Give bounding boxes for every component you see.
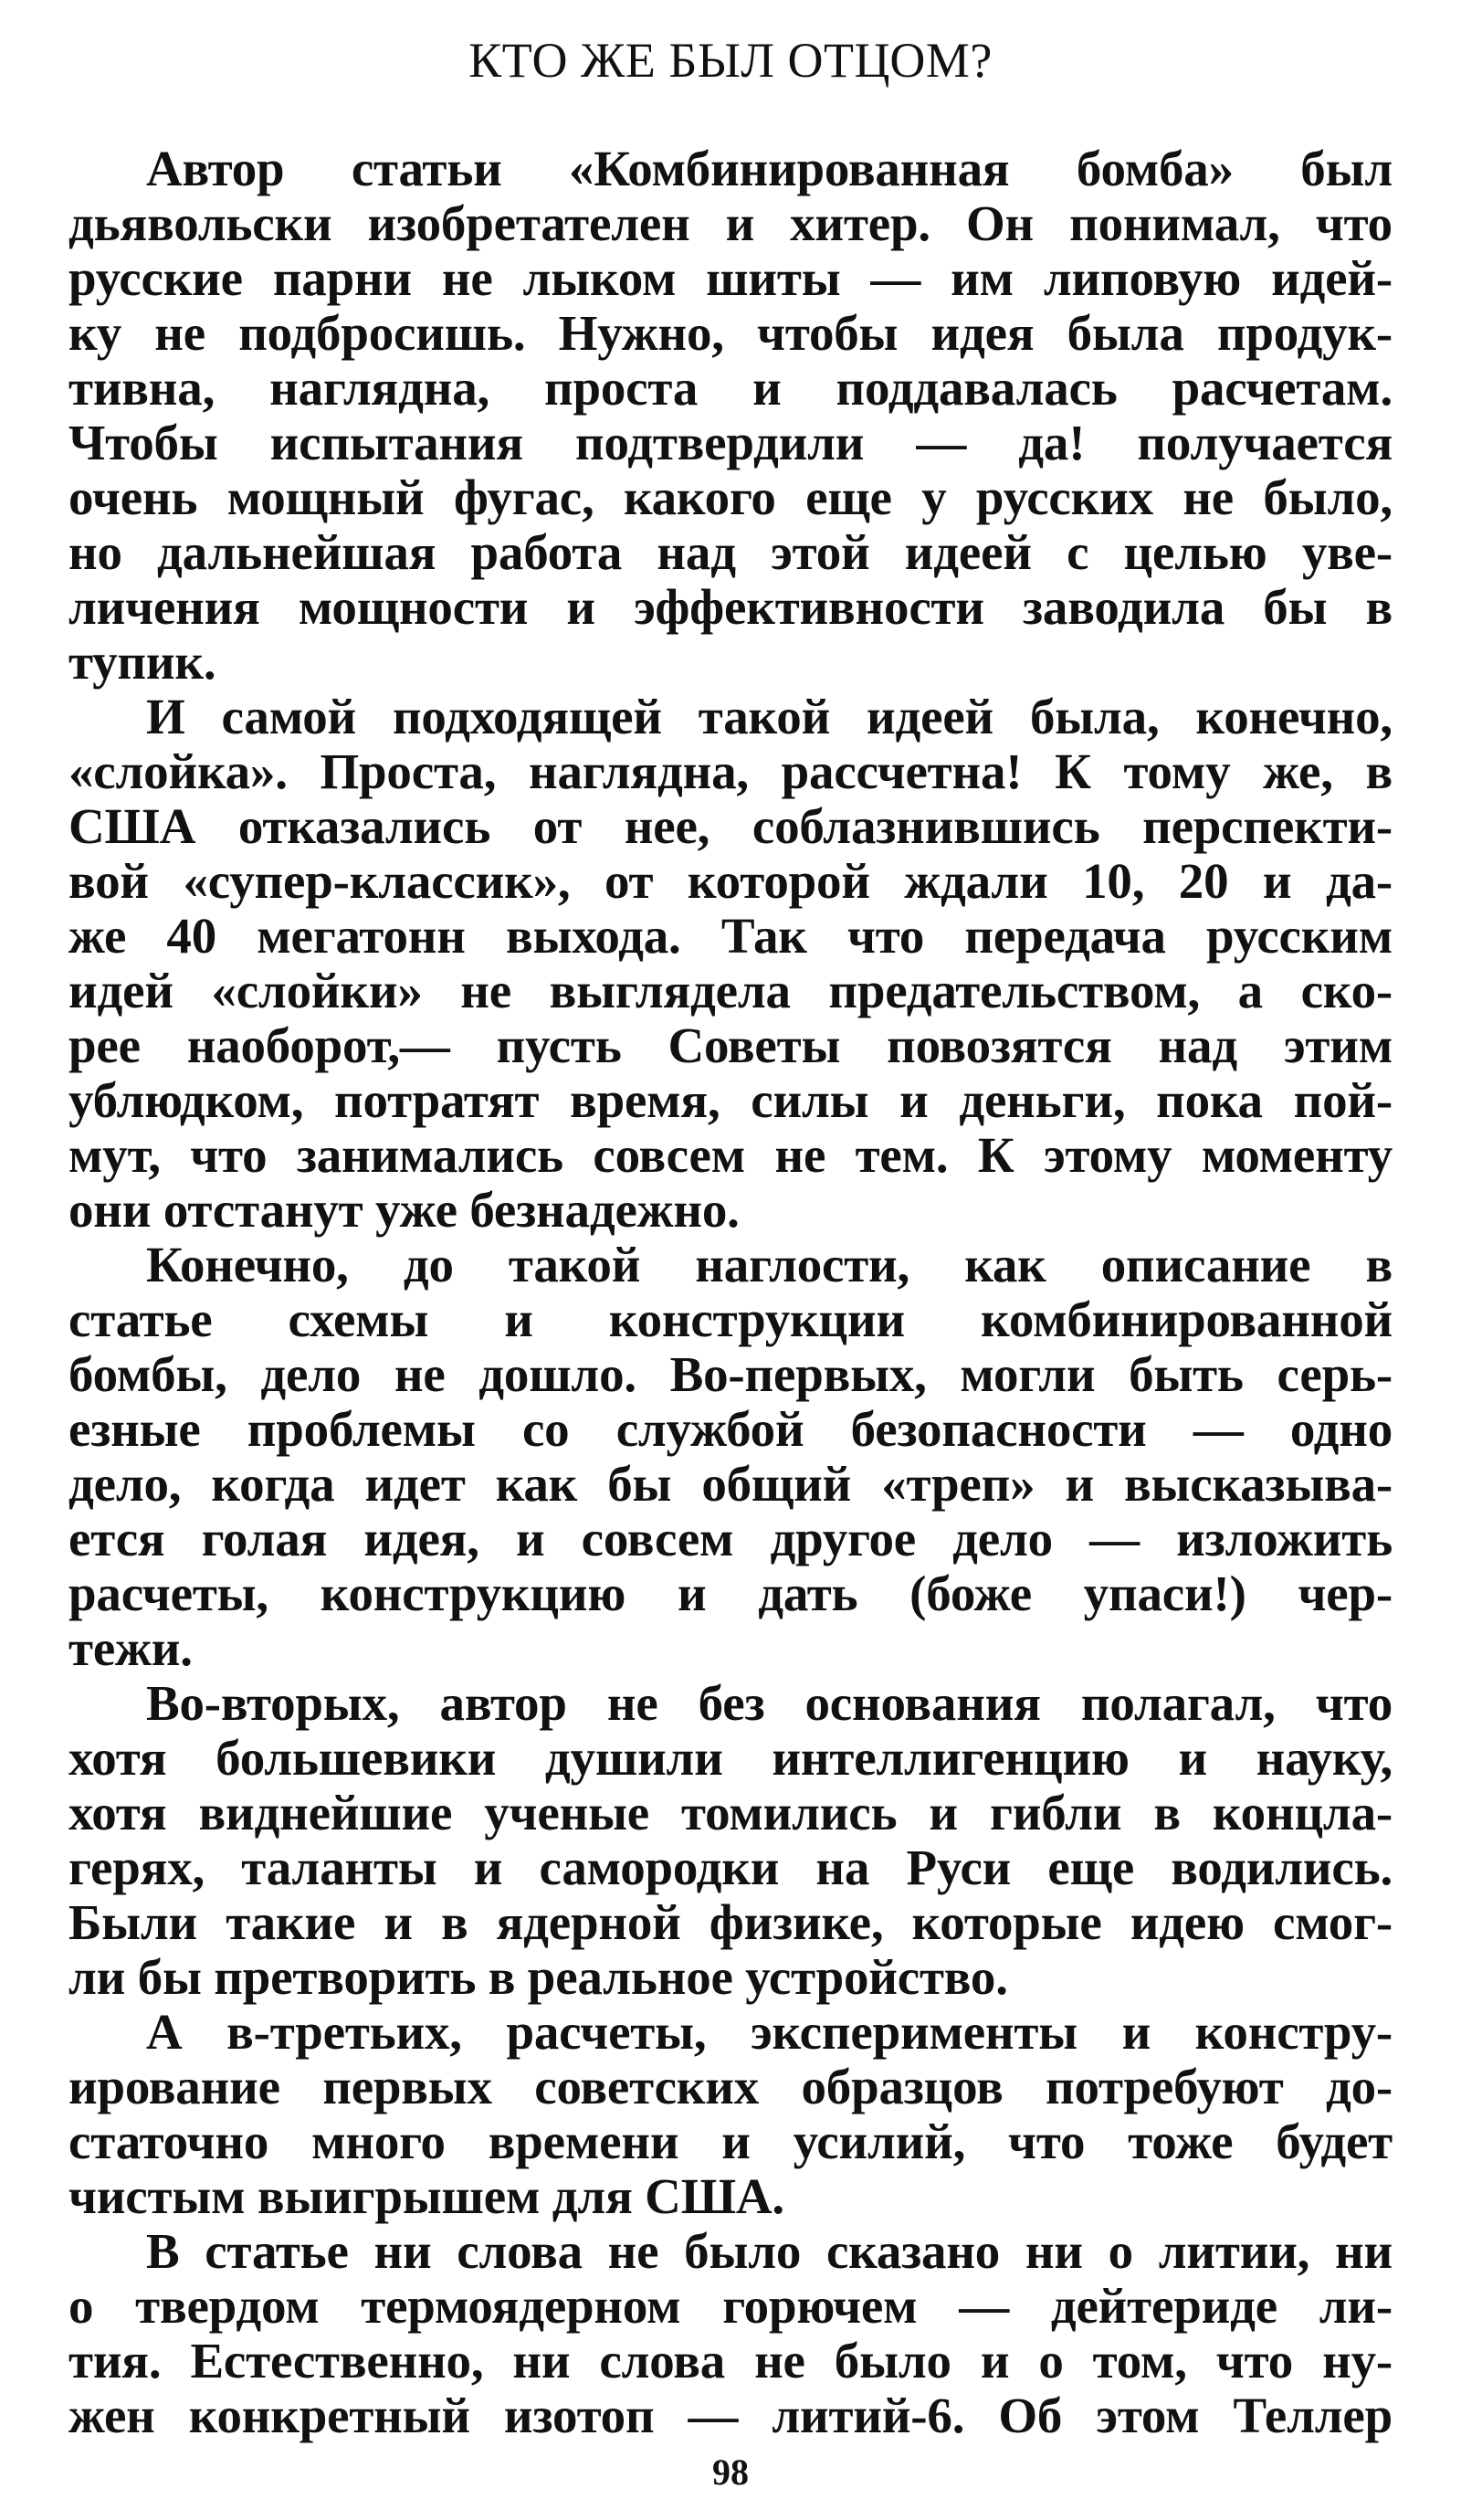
text-line: вой «супер-классик», от которой ждали 10, 20 и да- — [68, 853, 1393, 909]
text-line: ублюдком, потратят время, силы и деньги, пока пой- — [68, 1072, 1393, 1128]
text-line: хотя большевики душили интеллигенцию и науку, — [68, 1730, 1393, 1786]
text-line: Конечно, до такой наглости, как описание в — [146, 1237, 1393, 1292]
text-line: они отстанут уже безнадежно. — [68, 1182, 740, 1238]
text-line: мут, что занимались совсем не тем. К этому моменту — [68, 1127, 1393, 1183]
text-line: тежи. — [68, 1620, 193, 1676]
text-line: ирование первых советских образцов потребуют до- — [68, 2059, 1393, 2114]
page-number: 98 — [712, 2451, 749, 2493]
text-line: же 40 мегатонн выхода. Так что передача русским — [68, 908, 1393, 964]
text-line: очень мощный фугас, какого еще у русских не было, — [68, 469, 1393, 525]
text-line: жен конкретный изотоп — литий-6. Об этом Теллер — [68, 2388, 1393, 2443]
text-line: В статье ни слова не было сказано ни о литии, ни — [146, 2223, 1393, 2279]
text-line: ется голая идея, и совсем другое дело — изложить — [68, 1511, 1393, 1566]
text-line: идей «слойки» не выглядела предательством, а ско- — [68, 963, 1393, 1018]
text-line: дело, когда идет как бы общий «треп» и высказыва- — [68, 1456, 1393, 1512]
text-line: тупик. — [68, 634, 216, 690]
text-line: дьявольски изобретателен и хитер. Он понимал, что — [68, 195, 1393, 251]
text-line: ку не подбросишь. Нужно, чтобы идея была продук- — [68, 305, 1393, 361]
text-line: Чтобы испытания подтвердили — да! получается — [68, 415, 1393, 470]
text-line: «слойка». Проста, наглядна, рассчетна! К тому же, в — [68, 743, 1393, 799]
text-line: о твердом термоядерном горючем — дейтериде ли- — [68, 2278, 1393, 2334]
chapter-title: КТО ЖЕ БЫЛ ОТЦОМ? — [468, 33, 993, 88]
text-line: Автор статьи «Комбинированная бомба» был — [146, 141, 1393, 196]
text-line: хотя виднейшие ученые томились и гибли в концла- — [68, 1785, 1393, 1840]
text-line: Во-вторых, автор не без основания полагал, что — [146, 1675, 1393, 1731]
text-line: чистым выигрышем для США. — [68, 2168, 784, 2224]
text-line: Были такие и в ядерной физике, которые идею смог- — [68, 1894, 1393, 1950]
text-line: герях, таланты и самородки на Руси еще водились. — [68, 1840, 1393, 1895]
text-line: ли бы претворить в реальное устройство. — [68, 1949, 1008, 2005]
text-line: статочно много времени и усилий, что тоже будет — [68, 2114, 1393, 2169]
text-line: но дальнейшая работа над этой идеей с целью уве- — [68, 524, 1393, 580]
text-line: езные проблемы со службой безопасности — одно — [68, 1401, 1393, 1457]
text-line: бомбы, дело не дошло. Во-первых, могли быть серь- — [68, 1346, 1393, 1402]
text-line: тивна, наглядна, проста и поддавалась расчетам. — [68, 360, 1393, 416]
text-line: США отказались от нее, соблазнившись перспекти- — [68, 798, 1393, 854]
text-line: И самой подходящей такой идеей была, конечно, — [146, 689, 1393, 744]
text-line: тия. Естественно, ни слова не было и о том, что ну- — [68, 2333, 1393, 2388]
text-line: статье схемы и конструкции комбинированной — [68, 1292, 1393, 1347]
text-line: русские парни не лыком шиты — им липовую идей- — [68, 250, 1393, 306]
text-line: рее наоборот,— пусть Советы повозятся над этим — [68, 1017, 1393, 1073]
text-line: расчеты, конструкцию и дать (боже упаси!) чер- — [68, 1566, 1393, 1621]
text-line: личения мощности и эффективности заводила бы в — [68, 579, 1393, 635]
text-line: А в-третьих, расчеты, эксперименты и констру- — [146, 2004, 1393, 2060]
